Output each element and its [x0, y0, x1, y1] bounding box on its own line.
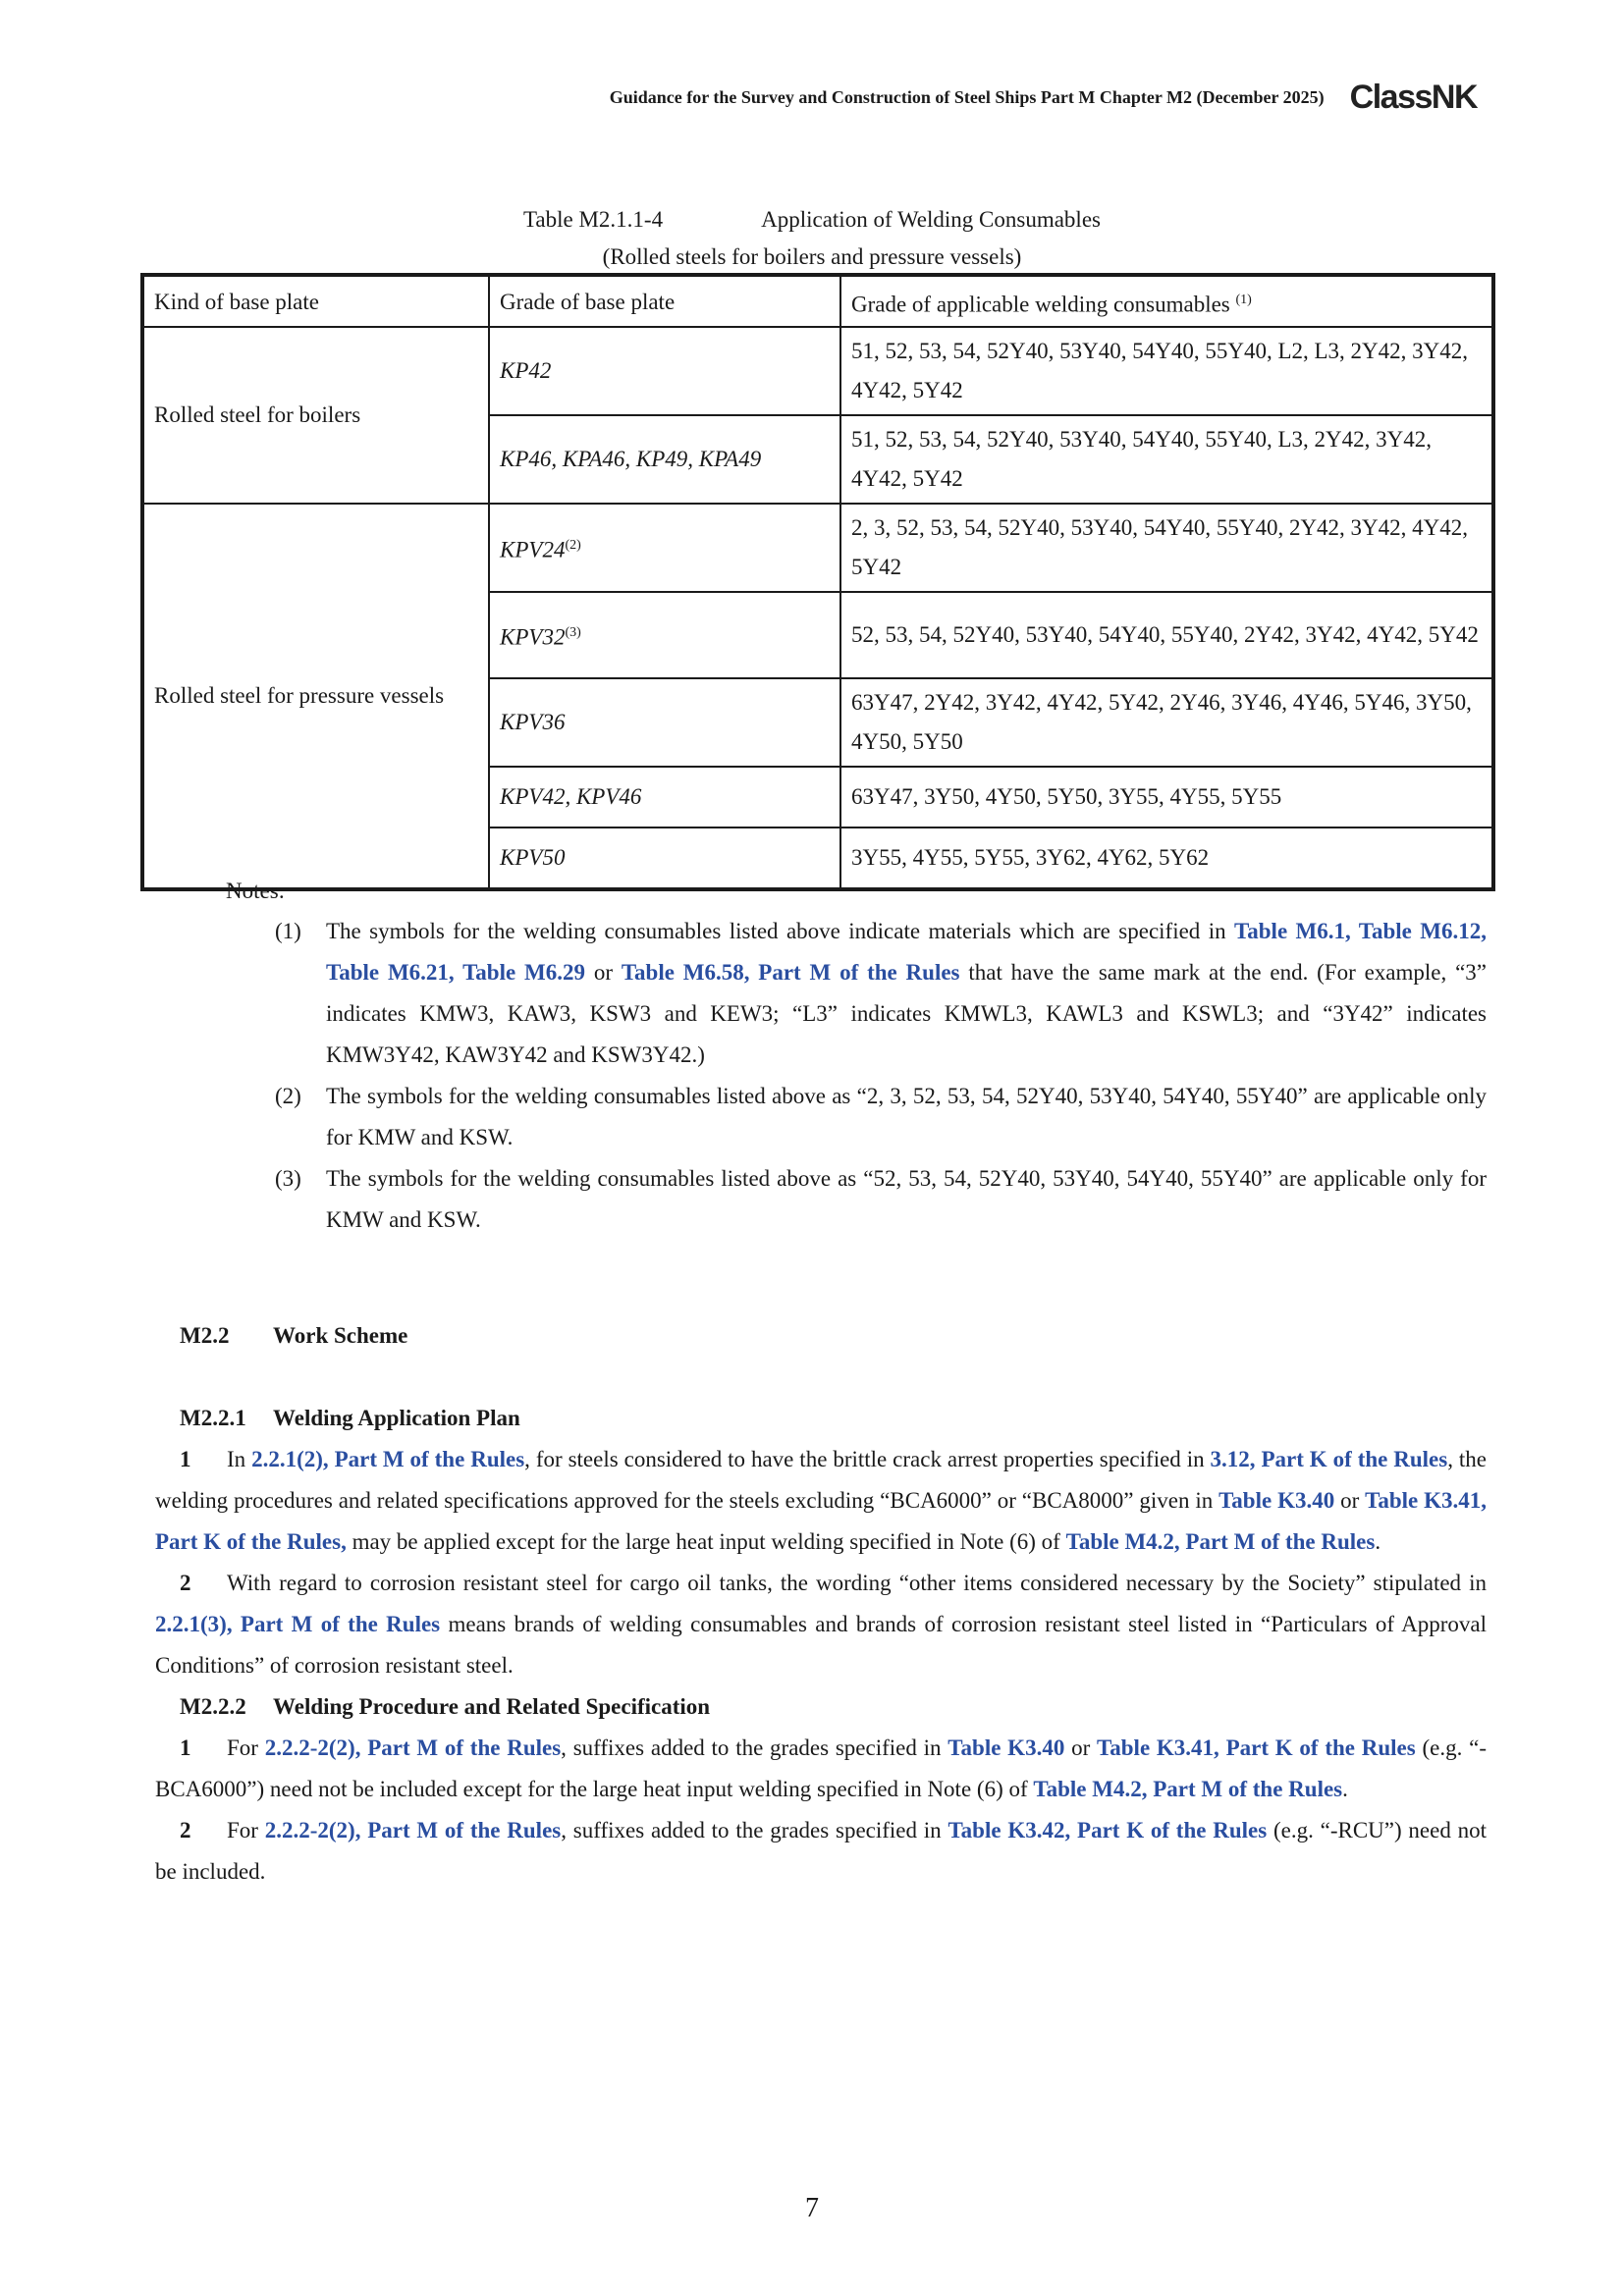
paragraph-1: 1 In 2.2.1(2), Part M of the Rules, for steels considered to have the brittle crack arrest properties specified in 3.12, Part K of the Rules, the welding procedures and related specifications approved for the steels excluding “BCA6000” or “BCA8000” given in Table K3.40 or Table K3.41, Part K of the Rules, may be applied except for the large heat input welding specified in Note (6) of Table M4.2, Part M of the Rules.: [155, 1447, 1488, 1554]
ref-table-k3-40[interactable]: Table K3.40: [1218, 1488, 1335, 1513]
ref-table-m6-58[interactable]: Table M6.58, Part M of the Rules: [621, 960, 960, 985]
group-vessels: Rolled steel for pressure vessels: [142, 504, 489, 889]
header-grade: Grade of base plate: [489, 275, 840, 327]
document-title: Guidance for the Survey and Construction of Steel Ships Part M Chapter M2 (December 2025): [609, 87, 1325, 107]
header-kind: Kind of base plate: [142, 275, 489, 327]
note-1: (1) The symbols for the welding consumables listed above indicate materials which are specified in Table M6.1, Table M6.12, Table M6.21, Table M6.29 or Table M6.58, Part M of the Rules that have the same mark at the end. (For example, “3” indicates KMW3, KAW3, KSW3 and KEW3; “L3” indicates KMWL3, KAWL3 and KSWL3; and “3Y42” indicates KMW3Y42, KAW3Y42 and KSW3Y42.): [275, 919, 1487, 1067]
section-m2-2: [155, 1315, 1487, 1357]
table-subtitle: (Rolled steels for boilers and pressure vessels): [602, 244, 1022, 269]
ref-3-12[interactable]: 3.12, Part K of the Rules: [1210, 1447, 1448, 1471]
note-3: (3) The symbols for the welding consumables listed above as “52, 53, 54, 52Y40, 53Y40, 54Y40, 55Y40” are applicable only for KMW and KSW.: [275, 1166, 1487, 1232]
notes-heading: Notes:: [226, 879, 286, 903]
page-header: [610, 79, 1477, 117]
consumables-cell: 3Y55, 4Y55, 5Y55, 3Y62, 4Y62, 5Y62: [840, 828, 1493, 889]
note-2: (2) The symbols for the welding consumables listed above as “2, 3, 52, 53, 54, 52Y40, 53Y40, 54Y40, 55Y40” are applicable only for KMW and KSW.: [275, 1084, 1487, 1149]
ref-2-2-1-3[interactable]: 2.2.1(3), Part M of the Rules: [155, 1612, 441, 1636]
table-caption: [0, 201, 1624, 276]
table-row: [142, 327, 1493, 415]
grade-cell: KPV42, KPV46: [489, 767, 840, 828]
ref-2-2-2-2-2[interactable]: 2.2.2-2(2), Part M of the Rules: [264, 1818, 562, 1842]
consumables-cell: 51, 52, 53, 54, 52Y40, 53Y40, 54Y40, 55Y40, L2, L3, 2Y42, 3Y42, 4Y42, 5Y42: [840, 327, 1493, 415]
paragraph-4: 2 For 2.2.2-2(2), Part M of the Rules, suffixes added to the grades specified in Table K3.42, Part K of the Rules (e.g. “-RCU”) need not be included.: [155, 1818, 1488, 1884]
grade-cell: KPV32$^{(3)}$: [489, 592, 840, 678]
classnk-logo: ClassNK: [1349, 79, 1477, 116]
grade-cell: KP46, KPA46, KP49, KPA49: [489, 415, 840, 504]
ref-table-m4-2[interactable]: Table M4.2, Part M of the Rules: [1065, 1529, 1376, 1554]
consumables-cell: 51, 52, 53, 54, 52Y40, 53Y40, 54Y40, 55Y40, L3, 2Y42, 3Y42, 4Y42, 5Y42: [840, 415, 1493, 504]
consumables-cell: 52, 53, 54, 52Y40, 53Y40, 54Y40, 55Y40, 2Y42, 3Y42, 4Y42, 5Y42: [840, 592, 1493, 678]
consumables-cell: 2, 3, 52, 53, 54, 52Y40, 53Y40, 54Y40, 55Y40, 2Y42, 3Y42, 4Y42, 5Y42: [840, 504, 1493, 592]
table-notes: [226, 872, 1487, 1241]
table-header-row: [142, 275, 1493, 327]
welding-consumables-table: [140, 273, 1495, 891]
consumables-cell: 63Y47, 3Y50, 4Y50, 5Y50, 3Y55, 4Y55, 5Y55: [840, 767, 1493, 828]
ref-2-2-2-2-2[interactable]: 2.2.2-2(2), Part M of the Rules: [264, 1735, 562, 1760]
header-consumables: Grade of applicable welding consumables $^{(1)}$: [840, 275, 1493, 327]
grade-cell: KPV24$^{(2)}$: [489, 504, 840, 592]
heading-m2-2: M2.2 Work Scheme: [180, 1323, 408, 1348]
grade-cell: KP42: [489, 327, 840, 415]
heading-m2-2-2: M2.2.2 Welding Procedure and Related Specification: [180, 1694, 711, 1719]
table-number: Table M2.1.1-4: [522, 207, 664, 232]
paragraph-3: 1 For 2.2.2-2(2), Part M of the Rules, suffixes added to the grades specified in Table K3.40 or Table K3.41, Part K of the Rules (e.g. “-BCA6000”) need not be included except for the large heat input welding specified in Note (6) of Table M4.2, Part M of the Rules.: [155, 1735, 1487, 1801]
ref-table-k3-42[interactable]: Table K3.42, Part K of the Rules: [947, 1818, 1268, 1842]
ref-table-m6[interactable]: Table M6.1, Table M6.12, Table M6.21, Table M6.29: [326, 919, 1487, 985]
heading-m2-2-1: M2.2.1 Welding Application Plan: [180, 1406, 520, 1430]
grade-cell: KPV50: [489, 828, 840, 889]
table-row: [142, 504, 1493, 592]
ref-2-2-1-2[interactable]: 2.2.1(2), Part M of the Rules: [251, 1447, 525, 1471]
ref-table-k3-41[interactable]: Table K3.41, Part K of the Rules: [1097, 1735, 1416, 1760]
group-boilers: Rolled steel for boilers: [142, 327, 489, 504]
ref-table-m4-2[interactable]: Table M4.2, Part M of the Rules: [1033, 1777, 1343, 1801]
ref-table-k3-40[interactable]: Table K3.40: [947, 1735, 1065, 1760]
page-number: 7: [805, 2193, 819, 2223]
grade-cell: KPV36: [489, 678, 840, 767]
consumables-cell: 63Y47, 2Y42, 3Y42, 4Y42, 5Y42, 2Y46, 3Y46, 4Y46, 5Y46, 3Y50, 4Y50, 5Y50: [840, 678, 1493, 767]
ref-table-k3-41[interactable]: Table K3.41, Part K of the Rules,: [155, 1488, 1488, 1554]
paragraph-2: 2 With regard to corrosion resistant steel for cargo oil tanks, the wording “other items considered necessary by the Society” stipulated in 2.2.1(3), Part M of the Rules means brands of welding consumables and brands of corrosion resistant steel listed in “Particulars of Approval Conditions” of corrosion resistant steel.: [155, 1571, 1487, 1678]
table-title: Application of Welding Consumables: [761, 207, 1101, 232]
section-m2-2-1: [155, 1398, 1487, 1893]
